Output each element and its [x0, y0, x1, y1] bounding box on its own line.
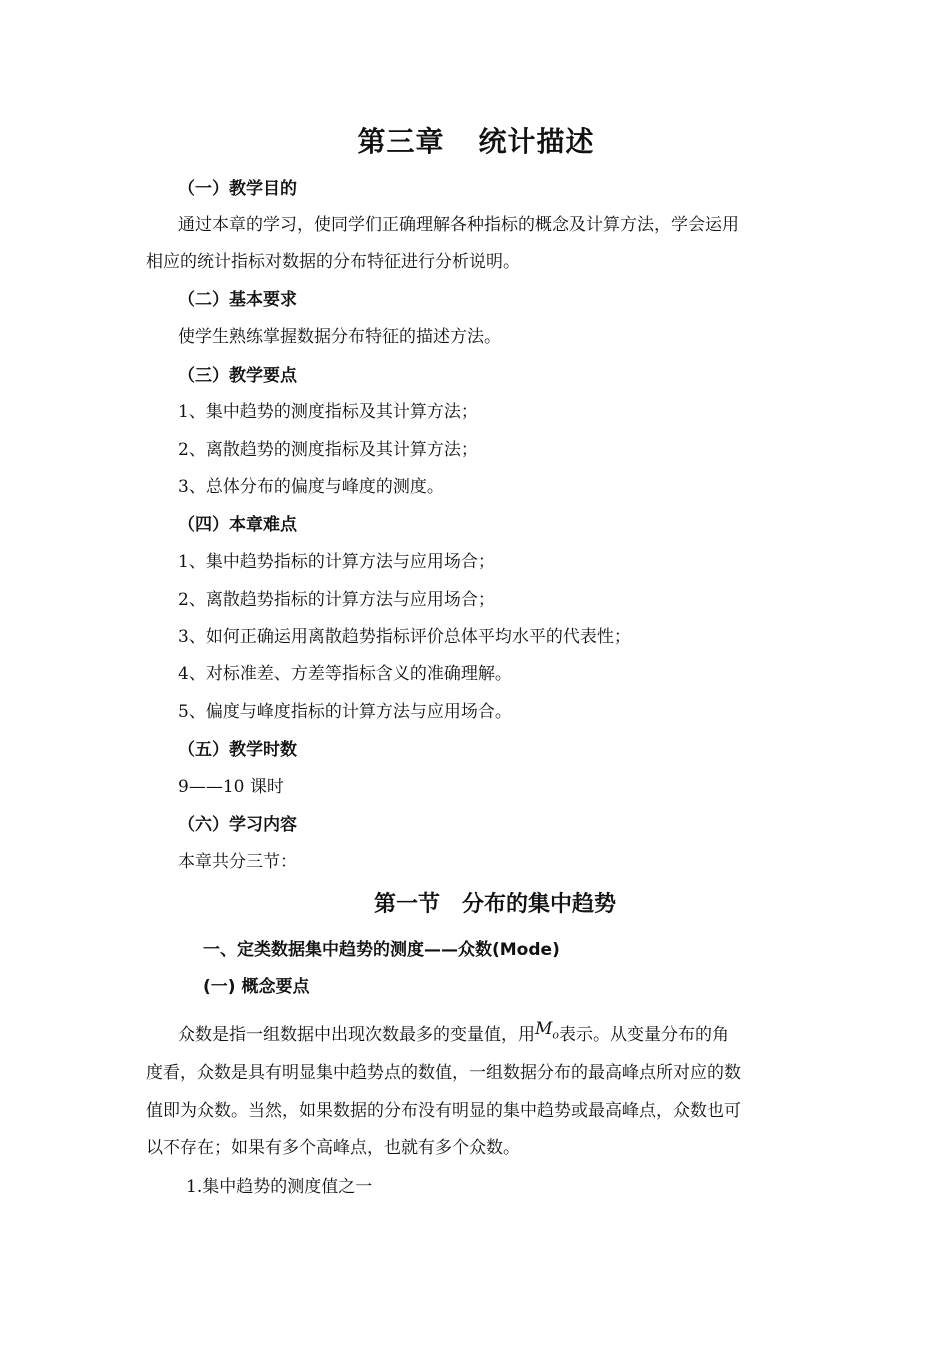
keypoint-item: 3、总体分布的偏度与峰度的测度。: [178, 477, 444, 497]
concept-heading: (一) 概念要点: [203, 977, 310, 997]
keypoint-item: 1、集中趋势的测度指标及其计算方法；: [178, 402, 478, 422]
difficulty-item: 3、如何正确运用离散趋势指标评价总体平均水平的代表性；: [178, 627, 631, 647]
section-1-title: [0, 887, 952, 918]
chapter-label: 第三章: [357, 125, 445, 158]
hours-heading: （五）教学时数: [178, 740, 297, 760]
difficulty-item: 4、对标准差、方差等指标含义的准确理解。: [178, 664, 512, 684]
paragraph-line-2: 度看，众数是具有明显集中趋势点的数值，一组数据分布的最高峰点所对应的数: [146, 1063, 741, 1083]
paragraph-text: 众数是指一组数据中出现次数最多的变量值，用: [178, 1025, 535, 1045]
chapter-name: 统计描述: [478, 125, 595, 158]
requirement-heading: （二）基本要求: [178, 290, 297, 310]
paragraph-text: 表示。从变量分布的角: [559, 1025, 730, 1045]
objective-heading: （一）教学目的: [178, 179, 297, 199]
paragraph-line-1: [178, 1020, 729, 1047]
objective-line-2: 相应的统计指标对数据的分布特征进行分析说明。: [146, 252, 520, 272]
chapter-title: [0, 120, 952, 160]
section-label: 第一节: [373, 892, 440, 917]
difficulty-item: 2、离散趋势指标的计算方法与应用场合；: [178, 590, 495, 610]
difficulty-item: 1、集中趋势指标的计算方法与应用场合；: [178, 552, 495, 572]
paragraph-line-4: 以不存在；如果有多个高峰点，也就有多个众数。: [146, 1138, 520, 1158]
keypoint-item: 2、离散趋势的测度指标及其计算方法；: [178, 440, 478, 460]
paragraph-line-3: 值即为众数。当然，如果数据的分布没有明显的集中趋势或最高峰点，众数也可: [146, 1101, 741, 1121]
subsection-heading: 一、定类数据集中趋势的测度——众数(Mode): [203, 940, 560, 960]
section-name: 分布的集中趋势: [462, 892, 617, 917]
difficulty-item: 5、偏度与峰度指标的计算方法与应用场合。: [178, 702, 512, 722]
objective-line-1: 通过本章的学习，使同学们正确理解各种指标的概念及计算方法，学会运用: [178, 215, 739, 235]
difficulties-heading: （四）本章难点: [178, 515, 297, 535]
hours-text: 9——10 课时: [178, 777, 284, 797]
content-text: 本章共分三节：: [178, 852, 297, 872]
content-heading: （六）学习内容: [178, 815, 297, 835]
keypoints-heading: （三）教学要点: [178, 366, 297, 386]
mode-symbol: $M_o$: [535, 1019, 560, 1042]
requirement-text: 使学生熟练掌握数据分布特征的描述方法。: [178, 327, 501, 347]
list-item-1: 1.集中趋势的测度值之一: [186, 1177, 373, 1197]
